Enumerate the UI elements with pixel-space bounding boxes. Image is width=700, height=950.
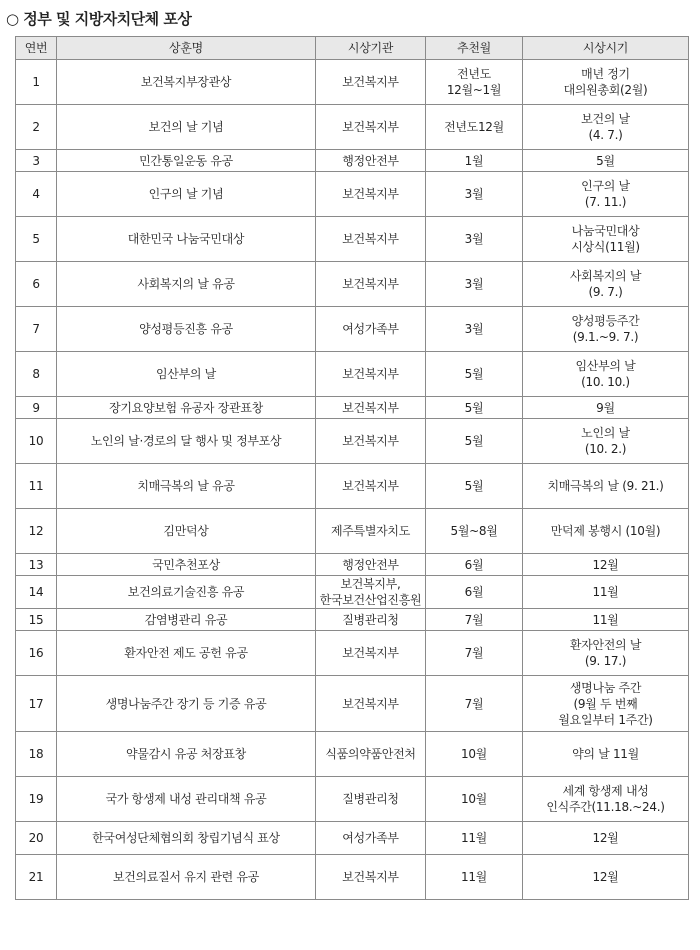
cell-awarding-agency: 질병관리청 (316, 777, 426, 822)
cell-awarding-agency: 질병관리청 (316, 609, 426, 631)
header-number: 연번 (16, 37, 57, 60)
cell-award-name: 보건의 날 기념 (57, 105, 316, 150)
cell-award-period: 매년 정기 대의원총회(2월) (523, 60, 689, 105)
cell-award-period: 노인의 날 (10. 2.) (523, 419, 689, 464)
cell-award-period: 양성평등주간 (9.1.~9. 7.) (523, 307, 689, 352)
cell-recommend-month: 11월 (426, 855, 523, 900)
table-row (16, 576, 689, 609)
cell-recommend-month: 1월 (426, 150, 523, 172)
cell-number: 12 (16, 509, 57, 554)
cell-recommend-month: 7월 (426, 676, 523, 732)
cell-award-period: 12월 (523, 554, 689, 576)
header-recommend-month: 추천월 (426, 37, 523, 60)
cell-number: 9 (16, 397, 57, 419)
cell-recommend-month: 11월 (426, 822, 523, 855)
cell-awarding-agency: 보건복지부 (316, 262, 426, 307)
cell-number: 8 (16, 352, 57, 397)
cell-award-name: 환자안전 제도 공헌 유공 (57, 631, 316, 676)
cell-number: 21 (16, 855, 57, 900)
table-row (16, 172, 689, 217)
cell-number: 18 (16, 732, 57, 777)
cell-number: 7 (16, 307, 57, 352)
cell-awarding-agency: 보건복지부 (316, 397, 426, 419)
cell-number: 15 (16, 609, 57, 631)
cell-award-period: 약의 날 11월 (523, 732, 689, 777)
cell-recommend-month: 5월 (426, 419, 523, 464)
cell-award-period: 9월 (523, 397, 689, 419)
table-row (16, 419, 689, 464)
cell-awarding-agency: 보건복지부 (316, 217, 426, 262)
cell-recommend-month: 3월 (426, 172, 523, 217)
cell-awarding-agency: 보건복지부 (316, 631, 426, 676)
page-title: ○ 정부 및 지방자치단체 포상 (6, 10, 192, 28)
cell-number: 16 (16, 631, 57, 676)
cell-recommend-month: 5월 (426, 464, 523, 509)
table-row (16, 397, 689, 419)
cell-award-name: 양성평등진흥 유공 (57, 307, 316, 352)
cell-award-period: 세계 항생제 내성 인식주간(11.18.~24.) (523, 777, 689, 822)
table-row (16, 60, 689, 105)
cell-award-name: 김만덕상 (57, 509, 316, 554)
cell-recommend-month: 전년도12월 (426, 105, 523, 150)
cell-awarding-agency: 보건복지부 (316, 60, 426, 105)
cell-award-period: 사회복지의 날 (9. 7.) (523, 262, 689, 307)
table-row (16, 262, 689, 307)
table-row (16, 822, 689, 855)
cell-awarding-agency: 보건복지부, 한국보건산업진흥원 (316, 576, 426, 609)
cell-recommend-month: 5월~8월 (426, 509, 523, 554)
cell-recommend-month: 6월 (426, 576, 523, 609)
cell-recommend-month: 5월 (426, 352, 523, 397)
cell-number: 11 (16, 464, 57, 509)
table-row (16, 631, 689, 676)
cell-award-name: 국가 항생제 내성 관리대책 유공 (57, 777, 316, 822)
awards-table (15, 36, 689, 900)
cell-award-name: 생명나눔주간 장기 등 기증 유공 (57, 676, 316, 732)
cell-awarding-agency: 보건복지부 (316, 172, 426, 217)
cell-number: 6 (16, 262, 57, 307)
cell-awarding-agency: 행정안전부 (316, 554, 426, 576)
cell-award-name: 한국여성단체협의회 창립기념식 표상 (57, 822, 316, 855)
cell-recommend-month: 7월 (426, 631, 523, 676)
cell-awarding-agency: 보건복지부 (316, 855, 426, 900)
cell-award-name: 민간통일운동 유공 (57, 150, 316, 172)
cell-awarding-agency: 보건복지부 (316, 419, 426, 464)
cell-award-period: 5월 (523, 150, 689, 172)
cell-award-name: 임산부의 날 (57, 352, 316, 397)
cell-award-name: 장기요양보험 유공자 장관표창 (57, 397, 316, 419)
table-row (16, 352, 689, 397)
cell-recommend-month: 3월 (426, 307, 523, 352)
cell-award-period: 만덕제 봉행시 (10월) (523, 509, 689, 554)
cell-number: 14 (16, 576, 57, 609)
cell-awarding-agency: 행정안전부 (316, 150, 426, 172)
cell-award-name: 보건의료기술진흥 유공 (57, 576, 316, 609)
cell-award-name: 치매극복의 날 유공 (57, 464, 316, 509)
cell-award-name: 보건의료질서 유지 관련 유공 (57, 855, 316, 900)
cell-award-period: 보건의 날 (4. 7.) (523, 105, 689, 150)
cell-award-period: 12월 (523, 855, 689, 900)
table-row (16, 464, 689, 509)
table-row (16, 509, 689, 554)
cell-number: 10 (16, 419, 57, 464)
cell-number: 3 (16, 150, 57, 172)
header-award-period: 시상시기 (523, 37, 689, 60)
cell-number: 1 (16, 60, 57, 105)
table-row (16, 217, 689, 262)
cell-award-period: 치매극복의 날 (9. 21.) (523, 464, 689, 509)
cell-award-name: 노인의 날·경로의 달 행사 및 정부포상 (57, 419, 316, 464)
cell-award-name: 보건복지부장관상 (57, 60, 316, 105)
cell-award-period: 생명나눔 주간 (9월 두 번째 월요일부터 1주간) (523, 676, 689, 732)
cell-award-period: 인구의 날 (7. 11.) (523, 172, 689, 217)
cell-award-name: 감염병관리 유공 (57, 609, 316, 631)
table-row (16, 105, 689, 150)
table-row (16, 150, 689, 172)
cell-award-period: 11월 (523, 609, 689, 631)
cell-recommend-month: 10월 (426, 732, 523, 777)
header-award-name: 상훈명 (57, 37, 316, 60)
cell-number: 20 (16, 822, 57, 855)
table-row (16, 676, 689, 732)
cell-awarding-agency: 보건복지부 (316, 352, 426, 397)
cell-award-period: 환자안전의 날 (9. 17.) (523, 631, 689, 676)
cell-recommend-month: 3월 (426, 217, 523, 262)
cell-award-period: 12월 (523, 822, 689, 855)
cell-number: 5 (16, 217, 57, 262)
cell-recommend-month: 7월 (426, 609, 523, 631)
cell-awarding-agency: 보건복지부 (316, 464, 426, 509)
cell-award-period: 나눔국민대상 시상식(11월) (523, 217, 689, 262)
cell-awarding-agency: 보건복지부 (316, 105, 426, 150)
cell-awarding-agency: 제주특별자치도 (316, 509, 426, 554)
cell-number: 17 (16, 676, 57, 732)
cell-number: 13 (16, 554, 57, 576)
cell-recommend-month: 6월 (426, 554, 523, 576)
cell-number: 4 (16, 172, 57, 217)
table-row (16, 307, 689, 352)
table-body (16, 60, 689, 900)
cell-number: 19 (16, 777, 57, 822)
cell-awarding-agency: 여성가족부 (316, 307, 426, 352)
cell-awarding-agency: 보건복지부 (316, 676, 426, 732)
cell-award-name: 대한민국 나눔국민대상 (57, 217, 316, 262)
header-awarding-agency: 시상기관 (316, 37, 426, 60)
cell-awarding-agency: 여성가족부 (316, 822, 426, 855)
cell-award-name: 인구의 날 기념 (57, 172, 316, 217)
cell-award-name: 약물감시 유공 처장표창 (57, 732, 316, 777)
table-header-row (16, 37, 689, 60)
table-row (16, 777, 689, 822)
table-row (16, 609, 689, 631)
table-row (16, 855, 689, 900)
cell-awarding-agency: 식품의약품안전처 (316, 732, 426, 777)
cell-award-name: 국민추천포상 (57, 554, 316, 576)
cell-recommend-month: 10월 (426, 777, 523, 822)
cell-number: 2 (16, 105, 57, 150)
table-row (16, 554, 689, 576)
cell-award-period: 임산부의 날 (10. 10.) (523, 352, 689, 397)
cell-award-period: 11월 (523, 576, 689, 609)
cell-recommend-month: 5월 (426, 397, 523, 419)
cell-recommend-month: 3월 (426, 262, 523, 307)
cell-award-name: 사회복지의 날 유공 (57, 262, 316, 307)
cell-recommend-month: 전년도 12월~1월 (426, 60, 523, 105)
table-row (16, 732, 689, 777)
